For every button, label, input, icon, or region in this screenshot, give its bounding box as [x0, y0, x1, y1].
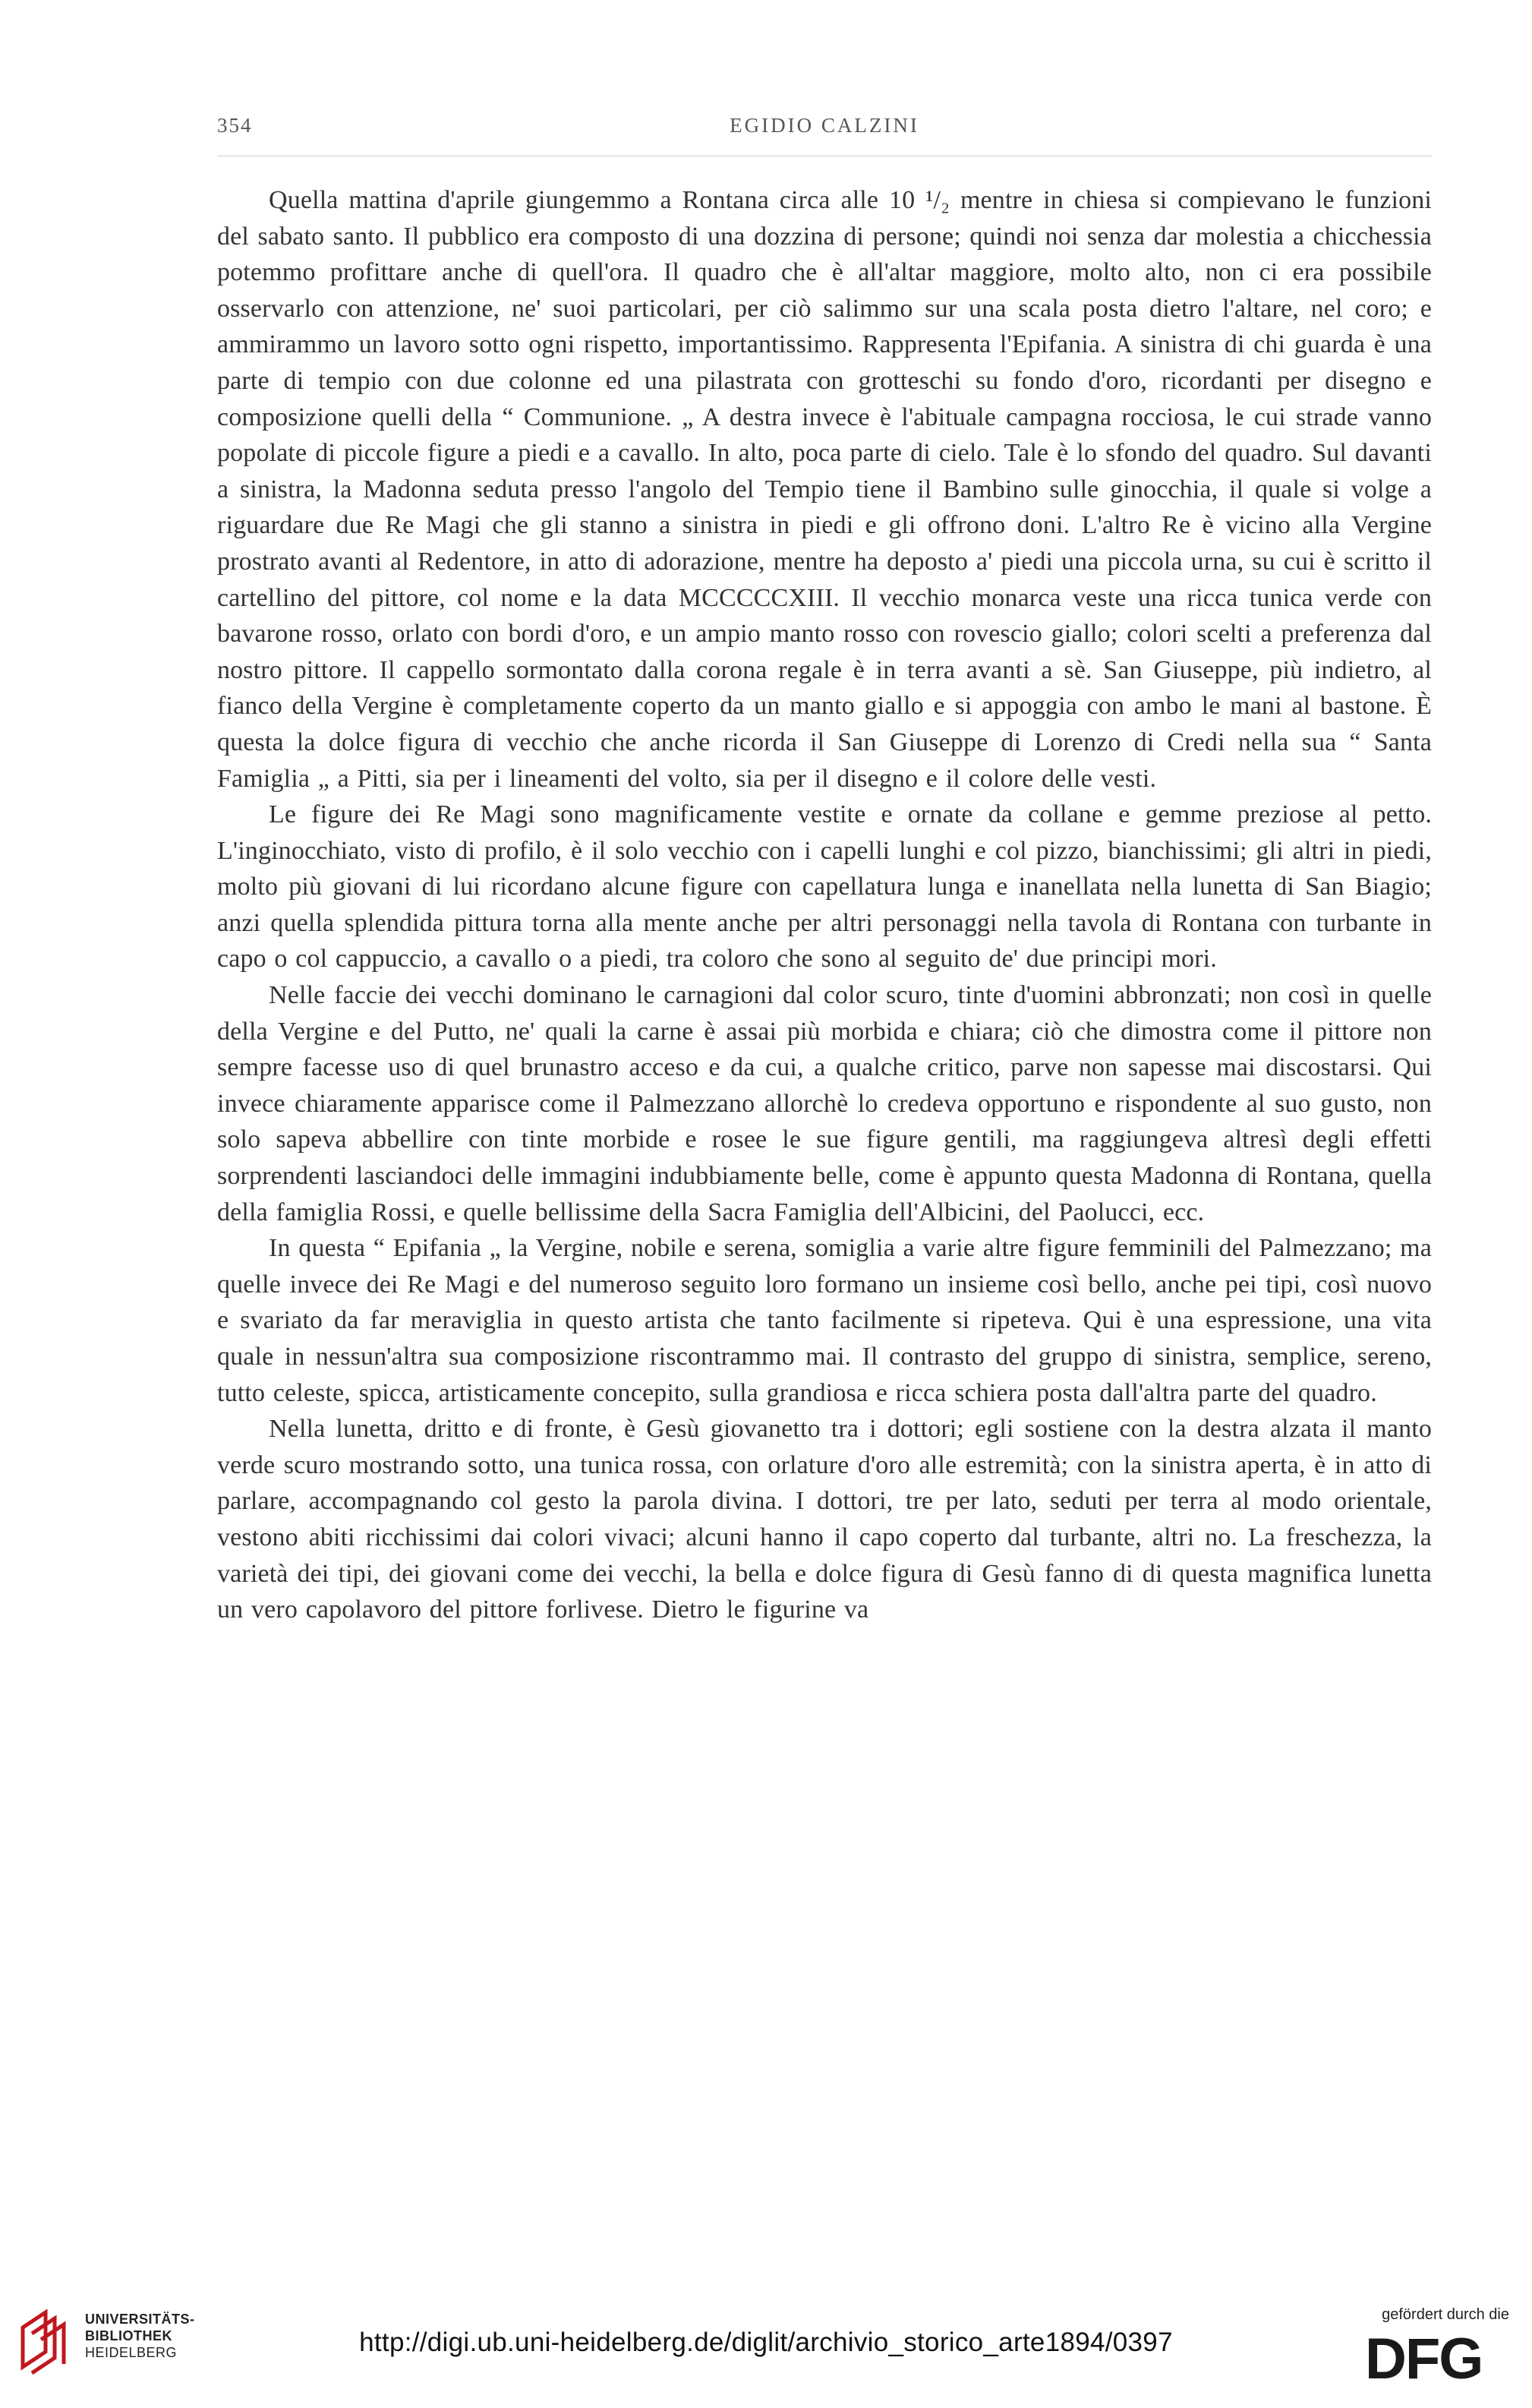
- page-number: 354: [217, 114, 253, 137]
- dfg-logo-icon[interactable]: [1365, 2331, 1509, 2384]
- paragraph: Le figure dei Re Magi sono magnificamente vestite e ornate da collane e gemme preziose al petto. L'inginocchiato, visto di profilo, è il solo vecchio con i capelli lunghi e col pizzo, bianchissimi; gli altri in piedi, molto più giovani di lui ricordano alcune figure con capellatura lunga e inanellata nella lunetta di San Biagio; anzi quella splendida pittura torna alla mente anche per altri personaggi nella tavola di Rontana con turbante in capo o col cappuccio, a cavallo o a piedi, tra coloro che sono al seguito de' due principi mori.: [217, 800, 1432, 974]
- paragraph: Nella lunetta, dritto e di fronte, è Gesù giovanetto tra i dottori; egli sostiene con la destra alzata il manto verde scuro mostrando sotto, una tunica rossa, con orlature d'oro alle estremità; con la sinistra aperta, è in atto di parlare, accompagnando col gesto la parola divina. I dottori, tre per lato, seduti per terra al modo orientale, vestono abiti ricchissimi dai colori vivaci; alcuni hanno il capo coperto dal turbante, altri no. La freschezza, la varietà dei tipi, dei giovani come dei vecchi, la bella e dolce figura di Gesù fanno di di questa magnifica lunetta un vero capolavoro del pittore forlivese. Dietro le figurine va: [217, 1415, 1432, 1624]
- paragraph: Quella mattina d'aprile giungemmo a Rontana circa alle 10 ¹/₂ mentre in chiesa si compievano le funzioni del sabato santo. Il pubblico era composto di una dozzina di persone; quindi noi senza dar molestia a chicchessia potemmo profittare anche di quell'ora. Il quadro che è all'altar maggiore, molto alto, non ci era possibile osservarlo con attenzione, ne' suoi particolari, per ciò salimmo sur una scala posta dietro l'altare, nel coro; e ammirammo un lavoro sotto ogni rispetto, importantissimo. Rappresenta l'Epifania. A sinistra di chi guarda è una parte di tempio con due colonne ed una pilastrata con grotteschi su fondo d'oro, ricordanti per disegno e composizione quelli della “ Communione. „ A destra invece è l'abituale campagna rocciosa, le cui strade vanno popolate di piccole figure a piedi e a cavallo. In alto, poca parte di cielo. Tale è lo sfondo del quadro. Sul davanti a sinistra, la Madonna seduta presso l'angolo del Tempio tiene il Bambino sulle ginocchia, il quale si volge a riguardare due Re Magi che gli stanno a sinistra in piedi e gli offrono doni. L'altro Re è vicino alla Vergine prostrato avanti al Redentore, in atto di adorazione, mentre ha deposto a' piedi una piccola urna, su cui è scritto il cartellino del pittore, col nome e la data MCCCCCXIII. Il vecchio monarca veste una ricca tunica verde con bavarone rosso, orlato con bordi d'oro, e un ampio manto rosso con rovescio giallo; colori scelti a preferenza dal nostro pittore. Il cappello sormontato dalla corona regale è in terra avanti a sè. San Giuseppe, più indietro, al fianco della Vergine è completamente coperto da un manto giallo e si appoggia con ambo le mani al bastone. È questa la dolce figura di vecchio che anche ricorda il San Giuseppe di Lorenzo di Credi nella sua “ Santa Famiglia „ a Pitti, sia per i lineamenti del volto, sia per il disegno e il colore delle vesti.: [217, 186, 1432, 793]
- body-text: [217, 182, 1432, 1628]
- library-name-line: UNIVERSITÄTS-: [85, 2312, 195, 2327]
- running-head: [217, 114, 1432, 144]
- digitization-footer: [0, 2267, 1532, 2408]
- paragraph: In questa “ Epifania „ la Vergine, nobile e serena, somiglia a varie altre figure femminili del Palmezzano; ma quelle invece dei Re Magi e del numeroso seguito loro formano un insieme così bello, anche pei tipi, così nuovo e svariato da far meraviglia in questo artista che tanto facilmente si ripeteva. Qui è una espressione, una vita quale in nessun'altra sua composizione riscontrammo mai. Il contrasto del gruppo di sinistra, semplice, sereno, tutto celeste, spicca, artisticamente concepito, sulla grandiosa e ricca schiera posta dall'altra parte del quadro.: [217, 1234, 1432, 1407]
- library-name-line: HEIDELBERG: [85, 2345, 178, 2360]
- running-title: EGIDIO CALZINI: [730, 114, 919, 137]
- dfg-logo-text: DFG: [1365, 2331, 1483, 2384]
- paragraph: Nelle faccie dei vecchi dominano le carnagioni dal color scuro, tinte d'uomini abbronzati; non così in quelle della Vergine e del Putto, ne' quali la carne è assai più morbida e chiara; ciò che dimostra come il pittore non sempre facesse uso di quel brunastro acceso e da cui, a qualche critico, parve non sapesse mai discostarsi. Qui invece chiaramente apparisce come il Palmezzano allorchè lo credeva opportuno e rispondente al suo gusto, non solo sapeva abbellire con tinte morbide e rosee le sue figure gentili, ma raggiungeva altresì degli effetti sorprendenti lasciandoci delle immagini indubbiamente belle, come è appunto questa Madonna di Rontana, quella della famiglia Rossi, e quelle bellissime della Sacra Famiglia dell'Albicini, del Paolucci, ecc.: [217, 981, 1432, 1226]
- permalink-url[interactable]: http://digi.ub.uni-heidelberg.de/diglit/archivio_storico_arte1894/0397: [359, 2328, 1173, 2357]
- funding-label: gefördert durch die: [1382, 2306, 1509, 2323]
- library-name-line: BIBLIOTHEK: [85, 2328, 172, 2343]
